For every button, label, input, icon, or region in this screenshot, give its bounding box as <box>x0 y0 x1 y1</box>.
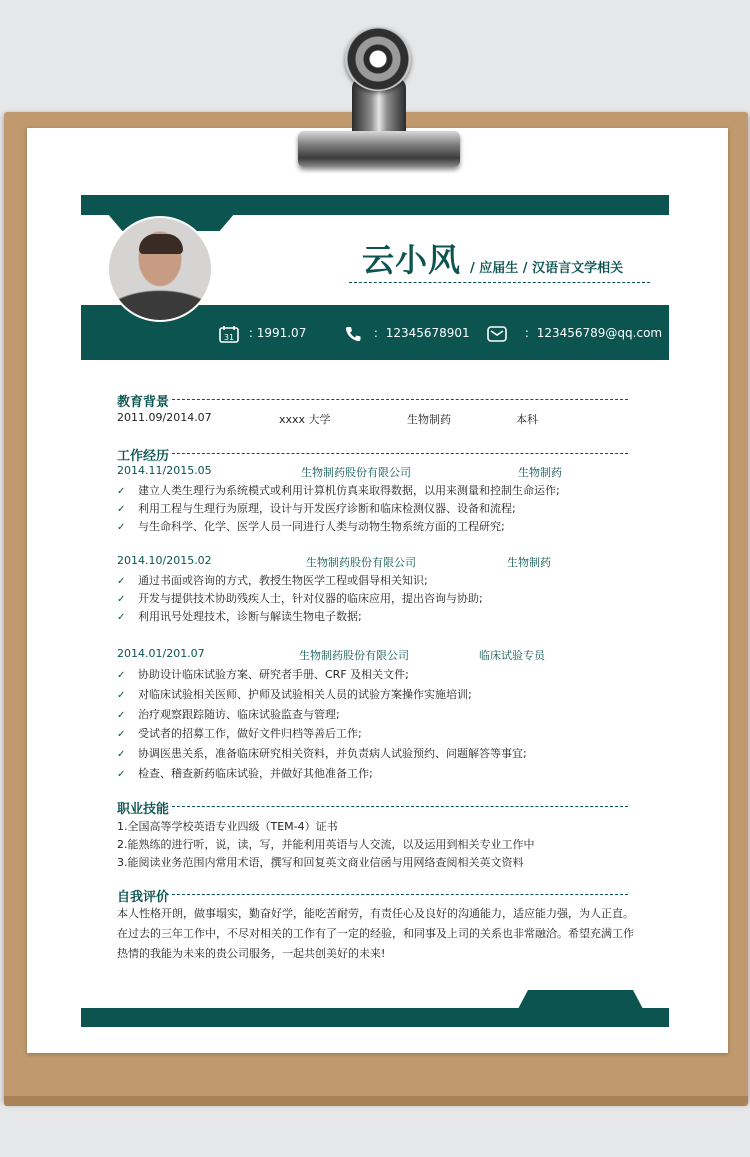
list-item: ✓ 协助设计临床试验方案、研究者手册、CRF 及相关文件; <box>117 668 409 681</box>
check-icon: ✓ <box>117 486 126 497</box>
check-icon: ✓ <box>117 576 126 587</box>
list-item: ✓ 受试者的招募工作，做好文件归档等善后工作; <box>117 727 362 740</box>
list-item: ✓ 与生命科学、化学、医学人员一同进行人类与动物生物系统方面的工程研究; <box>117 520 505 533</box>
check-icon: ✓ <box>117 690 126 701</box>
skill-item: 2.能熟练的进行听，说，读，写，并能利用英语与人交流，以及运用到相关专业工作中 <box>117 838 535 851</box>
self-text: 本人性格开朗，做事塌实，勤奋好学，能吃苦耐劳，有责任心及良好的沟通能力，适应能力强，为人正直。在过去的三年工作中，不尽对相关的工作有了一定的经验，和同事及上司的关系也非常融洽。希望充满工作热情的我能为未来的贵公司服务，一起共创美好的未来! <box>117 907 634 960</box>
check-icon: ✓ <box>117 710 126 721</box>
phone-icon <box>344 326 366 340</box>
job-period: 2014.01/201.07 <box>117 647 205 660</box>
list-item: ✓ 对临床试验相关医师、护师及试验相关人员的试验方案操作实施培训; <box>117 688 472 701</box>
clip-plate <box>298 131 460 167</box>
job-period: 2014.10/2015.02 <box>117 554 212 567</box>
check-icon: ✓ <box>117 594 126 605</box>
check-icon: ✓ <box>117 504 126 515</box>
education-major: 生物制药 <box>407 413 451 426</box>
check-icon: ✓ <box>117 749 126 760</box>
job-company: 生物制药股份有限公司 <box>306 556 416 569</box>
list-item: ✓ 通过书面或咨询的方式，教授生物医学工程或倡导相关知识; <box>117 574 428 587</box>
email-info: : 123456789@qq.com <box>487 324 662 342</box>
job-role: 临床试验专员 <box>479 649 545 662</box>
education-title: 教育背景 <box>117 395 170 410</box>
list-item: ✓ 协调医患关系，准备临床研究相关资料，并负责病人试验预约、问题解答等事宜; <box>117 747 527 760</box>
check-icon: ✓ <box>117 522 126 533</box>
svg-text:31: 31 <box>223 332 235 342</box>
job-role: 生物制药 <box>518 466 562 479</box>
education-degree: 本科 <box>516 413 538 426</box>
footer-bar <box>81 1008 669 1027</box>
footer-tab <box>518 990 643 1009</box>
education-school: xxxx 大学 <box>279 413 331 426</box>
job-role: 生物制药 <box>507 556 551 569</box>
list-item: ✓ 利用工程与生理行为原理，设计与开发医疗诊断和临床检测仪器、设备和流程; <box>117 502 516 515</box>
list-item: ✓ 开发与提供技术协助残疾人士，针对仪器的临床应用，提出咨询与协助; <box>117 592 483 605</box>
candidate-name: 云小风 <box>362 241 462 279</box>
self-title: 自我评价 <box>117 890 170 905</box>
birth-value: 1991.07 <box>256 326 307 340</box>
candidate-subtitle: / 应届生 / 汉语言文学相关 <box>470 261 624 276</box>
list-item: ✓ 建立人类生理行为系统模式或利用计算机仿真来取得数据，以用来测量和控制生命运作; <box>117 484 560 497</box>
email-value: 123456789@qq.com <box>536 326 663 340</box>
check-icon: ✓ <box>117 729 126 740</box>
name-underline <box>349 282 650 283</box>
work-title: 工作经历 <box>117 449 170 464</box>
job-period: 2014.11/2015.05 <box>117 464 212 477</box>
header-top-bar <box>81 195 669 215</box>
list-item: ✓ 检查、稽查新药临床试验，并做好其他准备工作; <box>117 767 373 780</box>
birth-info: 31 : 1991.07 <box>219 324 306 343</box>
calendar-icon <box>219 326 243 340</box>
skill-item: 1.全国高等学校英语专业四级（TEM-4）证书 <box>117 820 338 833</box>
phone-info: : 12345678901 <box>344 324 470 343</box>
skill-item: 3.能阅读业务范围内常用术语，撰写和回复英文商业信函与用网络查阅相关英文资料 <box>117 856 524 869</box>
education-period: 2011.09/2014.07 <box>117 411 212 424</box>
check-icon: ✓ <box>117 670 126 681</box>
mail-icon <box>487 326 511 340</box>
check-icon: ✓ <box>117 769 126 780</box>
job-company: 生物制药股份有限公司 <box>299 649 409 662</box>
avatar <box>107 216 213 322</box>
check-icon: ✓ <box>117 612 126 623</box>
phone-value: 12345678901 <box>385 326 470 340</box>
skills-title: 职业技能 <box>117 802 170 817</box>
list-item: ✓ 利用讯号处理技术，诊断与解读生物电子数据; <box>117 610 362 623</box>
clip-ring <box>345 27 411 91</box>
list-item: ✓ 治疗观察跟踪随访、临床试验监查与管理; <box>117 708 340 721</box>
self-divider <box>172 894 628 895</box>
skills-divider <box>172 806 628 807</box>
work-divider <box>172 453 628 454</box>
clipboard-edge <box>4 1096 748 1106</box>
job-company: 生物制药股份有限公司 <box>301 466 411 479</box>
education-divider <box>172 399 628 400</box>
